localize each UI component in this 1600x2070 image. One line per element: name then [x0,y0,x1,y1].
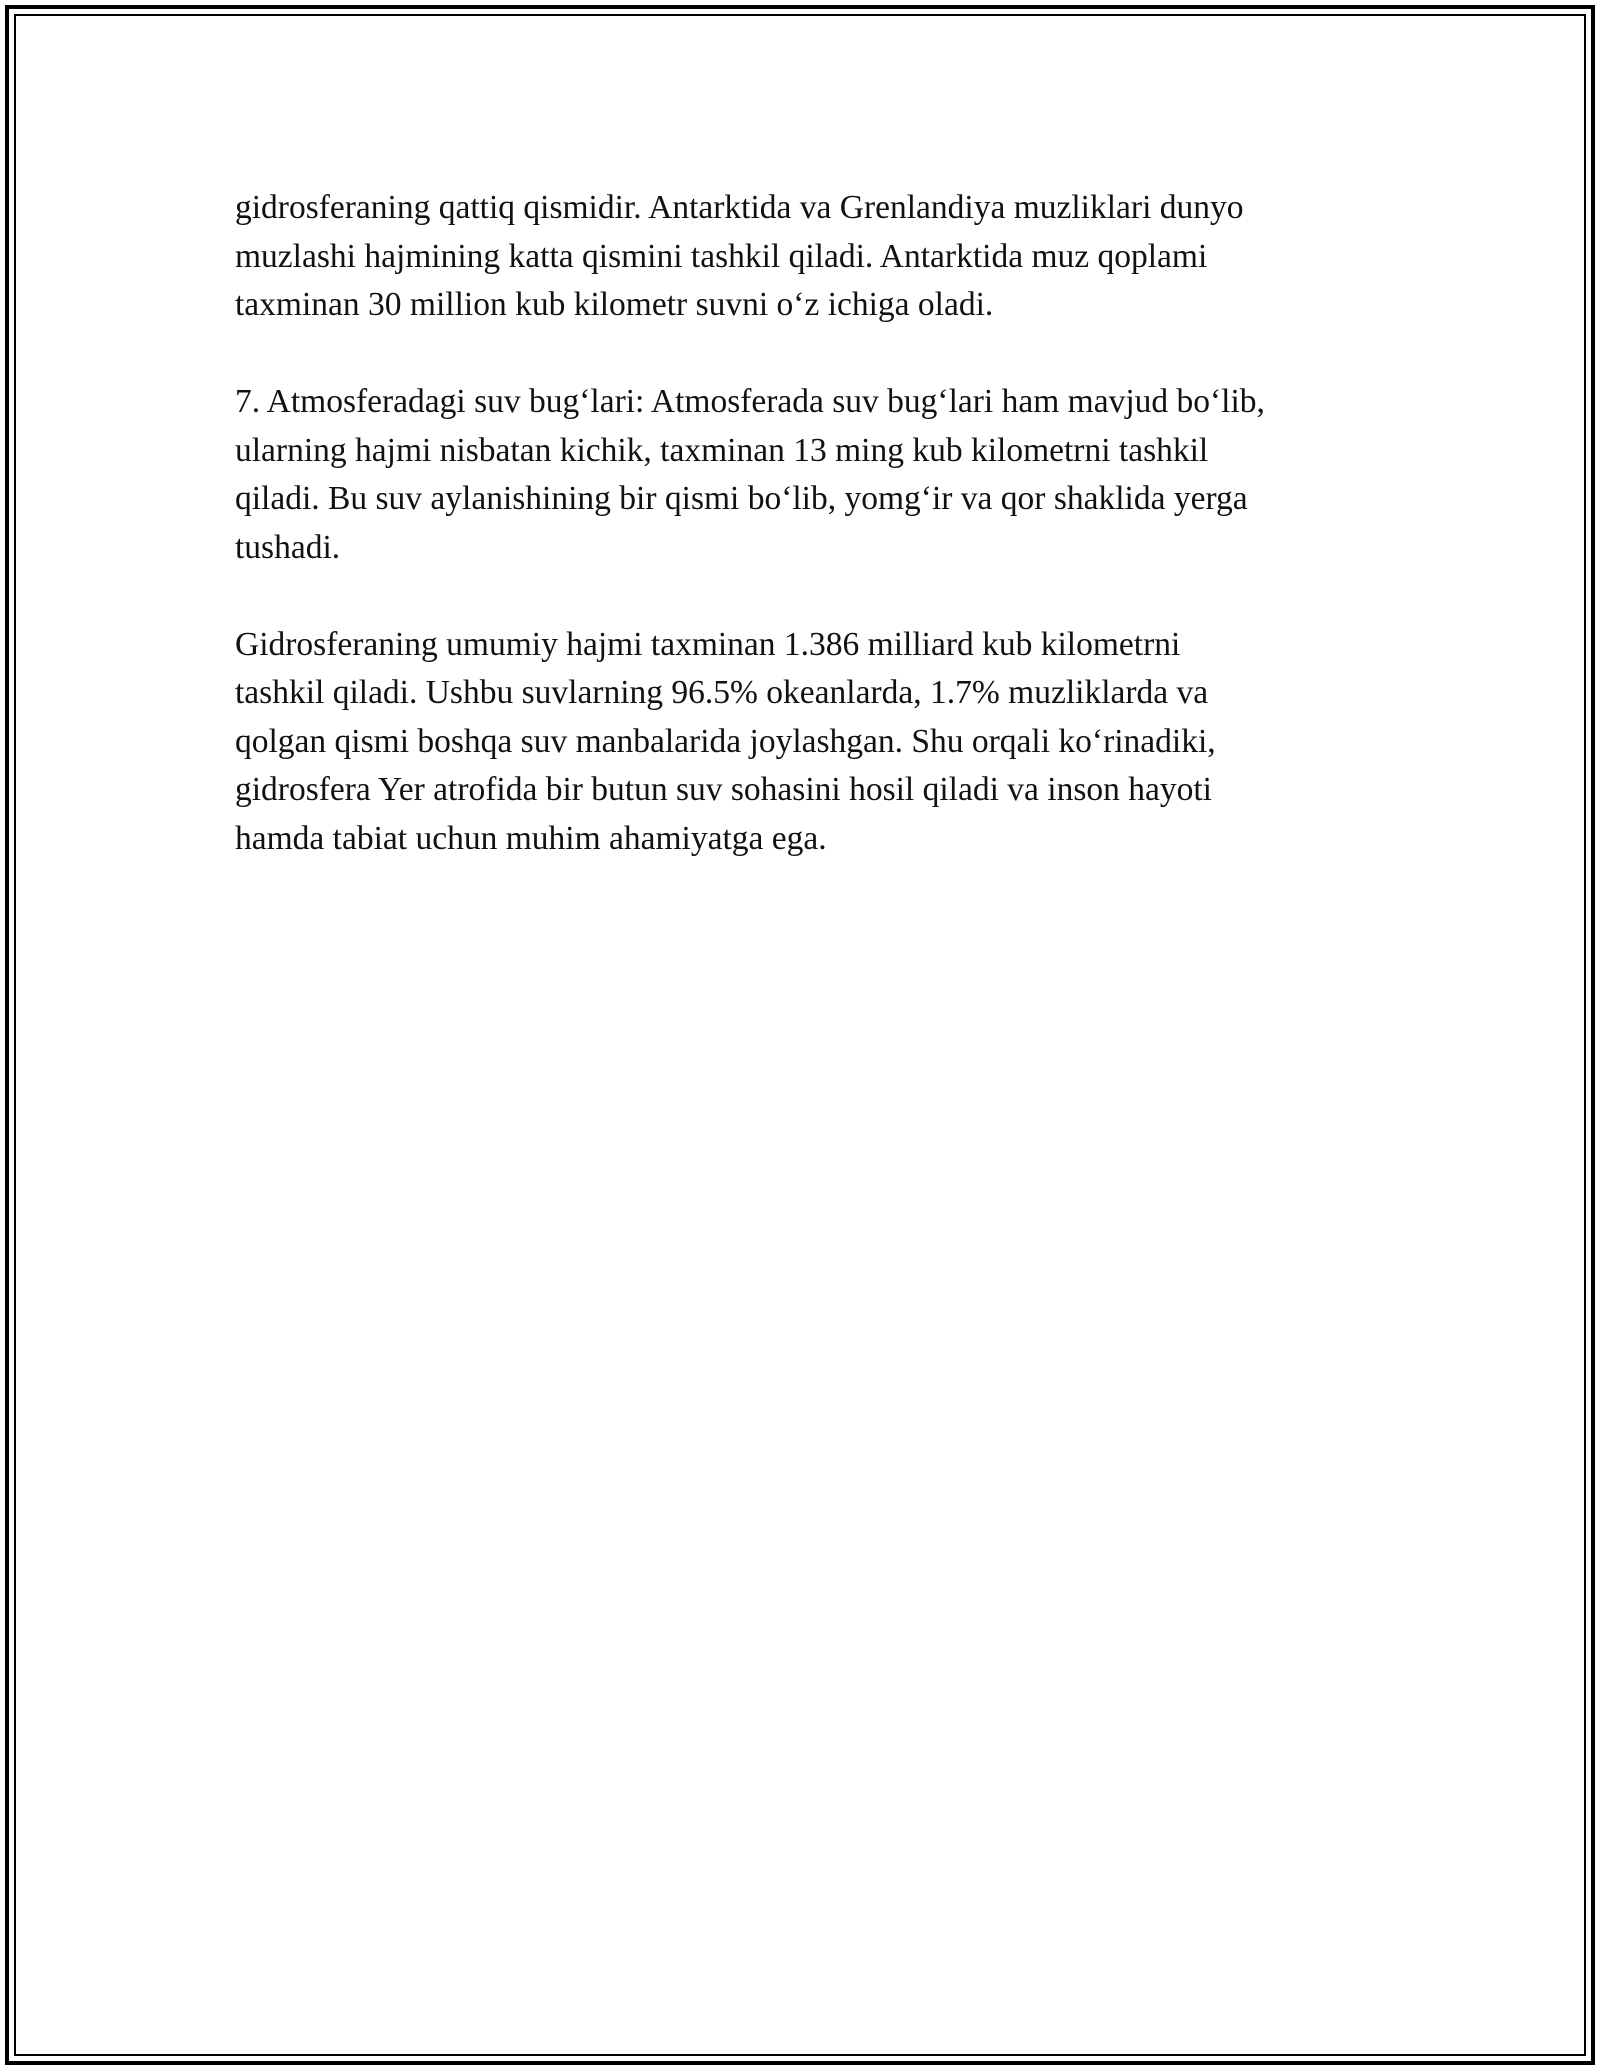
text-line: qiladi. Bu suv aylanishining bir qismi bo‘lib, yomg‘ir va qor shaklida yerga [235,480,1248,517]
text-line: muzlashi hajmining katta qismini tashkil qiladi. Antarktida muz qoplami [235,237,1208,275]
text-line: qolgan qismi boshqa suv manbalarida joylashgan. Shu orqali ko‘rinadiki, [235,722,1216,760]
text-line: Gidrosferaning umumiy hajmi taxminan 1.386 milliard kub kilometrni [235,625,1181,663]
text-line: 7. Atmosferadagi suv bug‘lari: Atmosferada suv bug‘lari ham mavjud bo‘lib, [235,383,1265,420]
text-line: tushadi. [235,528,341,566]
text-line: gidrosfera Yer atrofida bir butun suv sohasini hosil qiladi va inson hayoti [235,771,1212,808]
text-line: gidrosferaning qattiq qismidir. Antarktida va Grenlandiya muzliklari dunyo [235,189,1244,226]
paragraph-summary [235,621,1385,864]
paragraph-water-vapor [235,378,1385,572]
text-line: hamda tabiat uchun muhim ahamiyatga ega. [235,819,827,857]
text-line: tashkil qiladi. Ushbu suvlarning 96.5% okeanlarda, 1.7% muzliklarda va [235,674,1209,711]
text-line: taxminan 30 million kub kilometr suvni o‘z ichiga oladi. [235,286,994,323]
paragraph-glaciers [235,184,1385,330]
text-line: ularning hajmi nisbatan kichik, taxminan 13 ming kub kilometrni tashkil [235,431,1209,469]
document-body [235,184,1385,912]
